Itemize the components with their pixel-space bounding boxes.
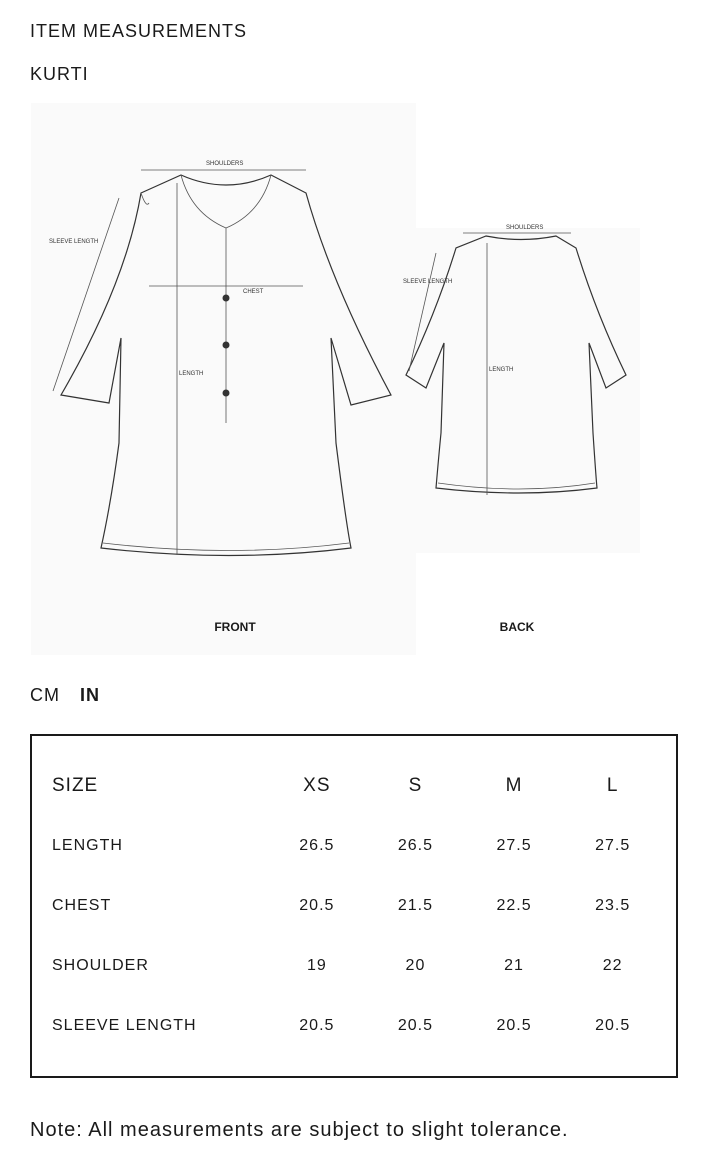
garment-illustration	[31, 103, 640, 655]
table-cell: 26.5	[397, 837, 434, 854]
page-title: ITEM MEASUREMENTS	[30, 21, 248, 41]
table-cell: 27.5	[595, 837, 631, 854]
table-cell: 26.5	[299, 837, 335, 854]
unit-toggle[interactable]	[30, 685, 114, 706]
unit-in-button[interactable]: IN	[80, 685, 101, 705]
table-header-row	[52, 756, 662, 816]
table-cell: 20	[405, 957, 426, 974]
back-shoulders-label: SHOULDERS	[506, 225, 544, 231]
table-row	[52, 996, 662, 1056]
table-cell: 20.5	[299, 897, 335, 914]
size-chart	[30, 734, 678, 1078]
front-length-label: LENGTH	[179, 371, 204, 377]
table-cell: 23.5	[595, 897, 631, 914]
row-label: LENGTH	[52, 837, 123, 854]
back-sleeve-label: SLEEVE LENGTH	[403, 279, 453, 285]
row-label: CHEST	[52, 897, 112, 914]
product-name: KURTI	[30, 64, 89, 84]
size-table	[52, 756, 662, 1056]
front-caption: FRONT	[214, 620, 256, 634]
table-cell: 19	[306, 957, 327, 974]
table-row	[52, 936, 662, 996]
size-col-m: M	[505, 775, 523, 796]
table-cell: 27.5	[496, 837, 532, 854]
size-header-label: SIZE	[52, 775, 99, 796]
back-length-label: LENGTH	[489, 367, 514, 373]
table-row	[52, 816, 662, 876]
table-cell: 20.5	[299, 1017, 335, 1034]
row-label: SLEEVE LENGTH	[52, 1017, 197, 1034]
tolerance-note: Note: All measurements are subject to slight tolerance.	[30, 1119, 569, 1141]
table-cell: 21	[504, 957, 524, 974]
size-col-l: L	[606, 775, 619, 796]
table-cell: 20.5	[595, 1017, 631, 1034]
back-caption: BACK	[499, 620, 535, 634]
front-sleeve-label: SLEEVE LENGTH	[49, 239, 99, 245]
table-row	[52, 876, 662, 936]
front-chest-label: CHEST	[243, 289, 264, 295]
front-shoulders-label: SHOULDERS	[206, 161, 244, 167]
size-col-s: S	[408, 775, 423, 796]
table-cell: 20.5	[496, 1017, 532, 1034]
row-label: SHOULDER	[52, 957, 149, 974]
unit-cm-button[interactable]: CM	[30, 685, 60, 705]
table-cell: 21.5	[397, 897, 434, 914]
table-cell: 22.5	[496, 897, 532, 914]
table-cell: 20.5	[397, 1017, 434, 1034]
size-col-xs: XS	[303, 775, 331, 796]
table-cell: 22	[602, 957, 623, 974]
